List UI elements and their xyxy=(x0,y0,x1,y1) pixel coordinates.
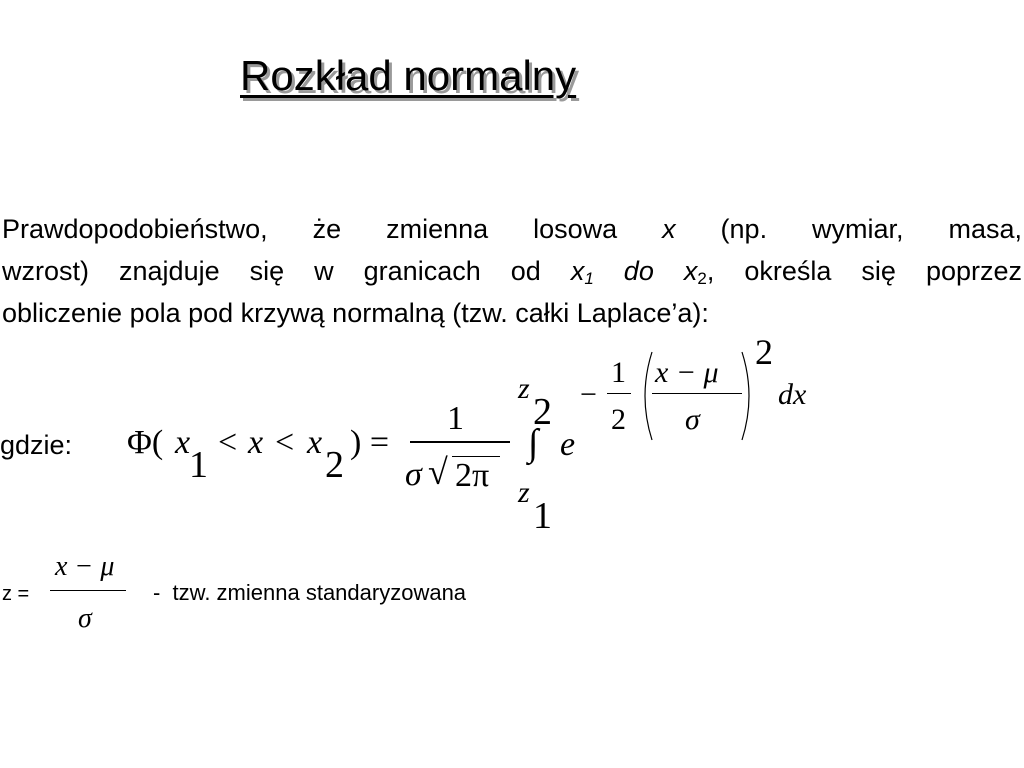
z-equals: z = xyxy=(2,583,30,605)
text-fragment: , określa się poprzez xyxy=(706,256,1022,286)
formula-x2: x xyxy=(307,424,323,461)
standard-numerator: x − μ xyxy=(55,551,115,582)
standard-denominator: σ xyxy=(78,603,92,634)
page-title: Rozkład normalny xyxy=(240,52,577,99)
paragraph-line-1 xyxy=(2,208,1022,250)
formula-sub1: 1 xyxy=(189,444,208,486)
paragraph-line-3: obliczenie pola pod krzywą normalną (tzw. całki Laplace’a): xyxy=(2,298,709,328)
text-do: do xyxy=(593,256,684,286)
gdzie-label: gdzie: xyxy=(0,430,73,460)
formula-x1: x xyxy=(175,424,191,461)
standard-description: - tzw. zmienna standaryzowana xyxy=(153,580,467,605)
standard-bar xyxy=(50,590,126,591)
inner-bar xyxy=(652,393,742,394)
fraction-sigma: σ xyxy=(405,456,422,493)
description-paragraph xyxy=(2,208,1022,334)
integral-symbol: ∫ xyxy=(528,422,539,464)
half-bar xyxy=(607,393,631,394)
variable-x: x xyxy=(662,214,676,244)
text-fragment: (np. wymiar, masa, xyxy=(675,214,1022,244)
subscript-2: 2 xyxy=(697,269,707,288)
dx: dx xyxy=(778,378,807,411)
variable-x2: x xyxy=(683,256,698,286)
subscript-1: 1 xyxy=(584,269,594,288)
phi-symbol: Φ( xyxy=(127,424,164,461)
inner-numerator: x − μ xyxy=(655,356,719,389)
exp-base-e: e xyxy=(560,426,576,463)
variable-x1: x xyxy=(570,256,585,286)
formula-x: x xyxy=(248,424,264,461)
paragraph-line-2 xyxy=(2,250,1022,292)
exp-minus: − xyxy=(580,378,597,411)
lower-limit-z: z xyxy=(518,476,530,509)
exp-power: 2 xyxy=(755,332,773,372)
formula-sub2: 2 xyxy=(325,444,344,486)
formula-lt2: < xyxy=(275,424,295,461)
fraction-numerator: 1 xyxy=(447,400,464,437)
upper-limit-z: z xyxy=(518,372,530,405)
text-fragment: Prawdopodobieństwo, że zmienna losowa xyxy=(2,214,663,244)
left-paren xyxy=(636,350,656,442)
half-denominator: 2 xyxy=(611,403,626,436)
fraction-bar xyxy=(410,441,510,443)
formula-close-eq: ) = xyxy=(350,424,389,461)
sqrt-symbol: √ xyxy=(428,452,448,492)
formula-lt1: < xyxy=(218,424,238,461)
half-numerator: 1 xyxy=(611,356,626,389)
inner-denominator: σ xyxy=(685,403,700,436)
lower-limit-sub: 1 xyxy=(533,495,552,537)
text-fragment: wzrost) znajduje się w granicach od xyxy=(2,256,571,286)
upper-limit-sub: 2 xyxy=(533,391,552,433)
two-pi: 2π xyxy=(455,457,490,494)
